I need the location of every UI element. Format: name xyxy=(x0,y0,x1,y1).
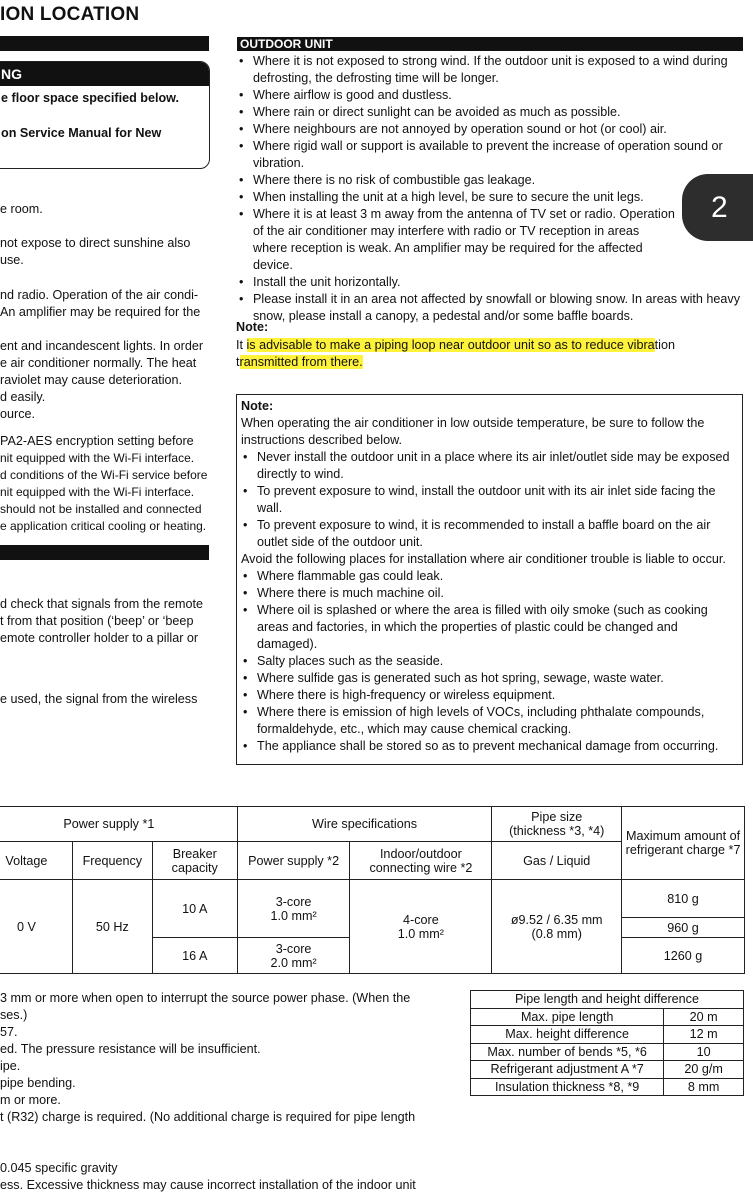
table-cell: 12 m xyxy=(664,1026,744,1044)
table-cell: 4-core 1.0 mm² xyxy=(350,880,492,974)
list-item: • Where rain or direct sunlight can be avoided as much as possible. xyxy=(237,104,745,121)
footnote-line: 57. xyxy=(0,1025,18,1039)
footnote-line: ed. The pressure resistance will be insufficient. xyxy=(0,1042,261,1056)
table-cell: 1260 g xyxy=(622,938,745,974)
table-row xyxy=(471,1078,744,1096)
list-item: • Where rigid wall or support is available to prevent the increase of operation sound or vibration. xyxy=(237,138,745,172)
footnote-line: ses.) xyxy=(0,1008,28,1022)
left-text-line: e air conditioner normally. The heat xyxy=(0,356,197,370)
left-text-line: use. xyxy=(0,253,24,267)
left-text-line: nit equipped with the Wi-Fi interface. xyxy=(0,485,195,499)
highlight: visable to make a piping loop near outdoor unit so as to reduce vibra xyxy=(273,338,655,352)
left-text-line: not expose to direct sunshine also xyxy=(0,236,191,250)
note-text xyxy=(236,337,741,371)
table-header: Maximum amount of refrigerant charge *7 xyxy=(622,807,745,880)
footnote-line: pipe bending. xyxy=(0,1076,76,1090)
list-item: • Where it is at least 3 m away from the antenna of TV set or radio. Operation of the air conditioner may interfere with radio or TV reception in areas where reception is weak. An amplifier may be required for the affected device. xyxy=(237,206,745,274)
outdoor-unit-header: OUTDOOR UNIT xyxy=(237,37,743,51)
table-cell: 8 mm xyxy=(664,1078,744,1096)
table-cell: Insulation thickness *8, *9 xyxy=(471,1078,664,1096)
table-header: Pipe length and height difference xyxy=(471,991,744,1009)
table-row xyxy=(471,1026,744,1044)
list-item: • Salty places such as the seaside. xyxy=(241,653,738,670)
note-label: Note: xyxy=(241,399,274,413)
warning-line: e floor space specified below. xyxy=(1,91,179,105)
list-item: • Install the unit horizontally. xyxy=(237,274,745,291)
note-label: Note: xyxy=(236,320,269,334)
left-text-line: d check that signals from the remote xyxy=(0,597,203,611)
left-text-line: ource. xyxy=(0,407,36,421)
footnote-line: ess. Excessive thickness may cause incorrect installation of the indoor unit xyxy=(0,1178,416,1192)
footnote-line: ipe. xyxy=(0,1059,21,1073)
table-cell: Max. height difference xyxy=(471,1026,664,1044)
highlight: ransmitted from there. xyxy=(239,355,363,369)
table-header: Frequency xyxy=(72,842,152,880)
table-cell: 3-core 1.0 mm² xyxy=(237,880,350,938)
left-text-line: nit equipped with the Wi-Fi interface. xyxy=(0,451,195,465)
list-item: • Where there is much machine oil. xyxy=(241,585,738,602)
list-item: • Where there is emission of high levels of VOCs, including phthalate compounds, formaldehyde, etc., which may cause chemical cracking. xyxy=(241,704,738,738)
list-item: • To prevent exposure to wind, it is recommended to install a baffle board on the air outlet side of the outdoor unit. xyxy=(241,517,738,551)
warning-line: on Service Manual for New xyxy=(1,126,162,140)
left-text-line: raviolet may cause deterioration. xyxy=(0,373,183,387)
table-cell: 10 xyxy=(664,1043,744,1061)
note-text-part: t xyxy=(236,355,240,369)
left-text-line: e used, the signal from the wireless xyxy=(0,692,198,706)
note-list xyxy=(241,568,738,755)
table-row xyxy=(471,1008,744,1026)
table-row xyxy=(471,1061,744,1079)
list-item: • Where sulfide gas is generated such as hot spring, sewage, waste water. xyxy=(241,670,738,687)
left-text-line: emote controller holder to a pillar or xyxy=(0,631,199,645)
left-text-line: t from that position (‘beep’ or ‘beep xyxy=(0,614,194,628)
spec-table xyxy=(0,806,745,974)
section-bar xyxy=(0,36,209,51)
table-cell: 20 m xyxy=(664,1008,744,1026)
left-text-line: d easily. xyxy=(0,390,46,404)
table-cell: 0 V xyxy=(0,880,72,974)
left-text-line: e application critical cooling or heating. xyxy=(0,519,207,533)
list-item: • The appliance shall be stored so as to prevent mechanical damage from occurring. xyxy=(241,738,738,755)
left-text-line: e room. xyxy=(0,202,43,216)
list-item: • Where there is high-frequency or wireless equipment. xyxy=(241,687,738,704)
table-header: Power supply *1 xyxy=(0,807,237,842)
note-intro: When operating the air conditioner in low outside temperature, be sure to follow the instructions described below. xyxy=(241,416,705,447)
table-cell: 3-core 2.0 mm² xyxy=(237,938,350,974)
list-item: • Where airflow is good and dustless. xyxy=(237,87,745,104)
table-cell: 50 Hz xyxy=(72,880,152,974)
footnote-line: 3 mm or more when open to interrupt the source power phase. (When the xyxy=(0,991,411,1005)
list-item: • Never install the outdoor unit in a place where its air inlet/outlet side may be exposed directly to wind. xyxy=(241,449,738,483)
table-cell: 16 A xyxy=(152,938,237,974)
list-item: • Please install it in an area not affected by snowfall or blowing snow. In areas with heavy snow, please install a canopy, a pedestal and/or some baffle boards. xyxy=(237,291,745,325)
table-cell: Max. pipe length xyxy=(471,1008,664,1026)
table-header: Indoor/outdoor connecting wire *2 xyxy=(350,842,492,880)
footnote-line: 0.045 specific gravity xyxy=(0,1161,118,1175)
table-header: Voltage xyxy=(0,842,72,880)
table-cell: 20 g/m xyxy=(664,1061,744,1079)
list-item: • Where neighbours are not annoyed by operation sound or hot (or cool) air. xyxy=(237,121,745,138)
table-row xyxy=(471,1043,744,1061)
left-text-line: nd radio. Operation of the air condi- xyxy=(0,288,199,302)
list-item: • Where there is no risk of combustible gas leakage. xyxy=(237,172,745,189)
table-cell: 10 A xyxy=(152,880,237,938)
note-text-part: It xyxy=(236,338,247,352)
note-avoid: Avoid the following places for installation where air conditioner trouble is liable to occur. xyxy=(241,552,726,566)
list-item: • When installing the unit at a high level, be sure to secure the unit legs. xyxy=(237,189,745,206)
warning-header: NG xyxy=(0,62,209,86)
list-item: • Where flammable gas could leak. xyxy=(241,568,738,585)
table-header: Wire specifications xyxy=(237,807,492,842)
low-temp-note-box xyxy=(236,394,743,765)
page-title: ION LOCATION xyxy=(0,4,140,25)
section-bar xyxy=(0,545,209,560)
pipe-length-table xyxy=(470,990,744,1096)
left-text-line: An amplifier may be required for the xyxy=(0,305,201,319)
table-cell: ø9.52 / 6.35 mm (0.8 mm) xyxy=(492,880,622,974)
list-item: • Where oil is splashed or where the area is filled with oily smoke (such as cooking areas and factories, in which the properties of plastic could be changed and damaged). xyxy=(241,602,738,653)
list-item: • To prevent exposure to wind, install the outdoor unit with its air inlet side facing the wall. xyxy=(241,483,738,517)
table-header: Pipe size (thickness *3, *4) xyxy=(492,807,622,842)
list-item: • Where it is not exposed to strong wind. If the outdoor unit is exposed to a wind during defrosting, the defrosting time will be longer. xyxy=(237,53,745,87)
footnote-line: t (R32) charge is required. (No additional charge is required for pipe length xyxy=(0,1110,416,1124)
table-cell: Max. number of bends *5, *6 xyxy=(471,1043,664,1061)
table-cell: 810 g xyxy=(622,880,745,918)
left-text-line: PA2-AES encryption setting before xyxy=(0,434,194,448)
table-cell: 960 g xyxy=(622,918,745,938)
highlight: is ad xyxy=(246,338,274,352)
warning-box xyxy=(0,61,210,169)
page-tab: 2 xyxy=(682,174,753,241)
table-header: Power supply *2 xyxy=(237,842,350,880)
table-cell: Refrigerant adjustment A *7 xyxy=(471,1061,664,1079)
outdoor-unit-list xyxy=(237,53,745,325)
left-text-line: ent and incandescent lights. In order xyxy=(0,339,204,353)
footnote-line: m or more. xyxy=(0,1093,61,1107)
table-header: Gas / Liquid xyxy=(492,842,622,880)
note-list xyxy=(241,449,738,551)
left-text-line: should not be installed and connected xyxy=(0,502,202,516)
left-text-line: d conditions of the Wi-Fi service before xyxy=(0,468,208,482)
note-text-part: tion xyxy=(654,338,675,352)
table-header: Breaker capacity xyxy=(152,842,237,880)
